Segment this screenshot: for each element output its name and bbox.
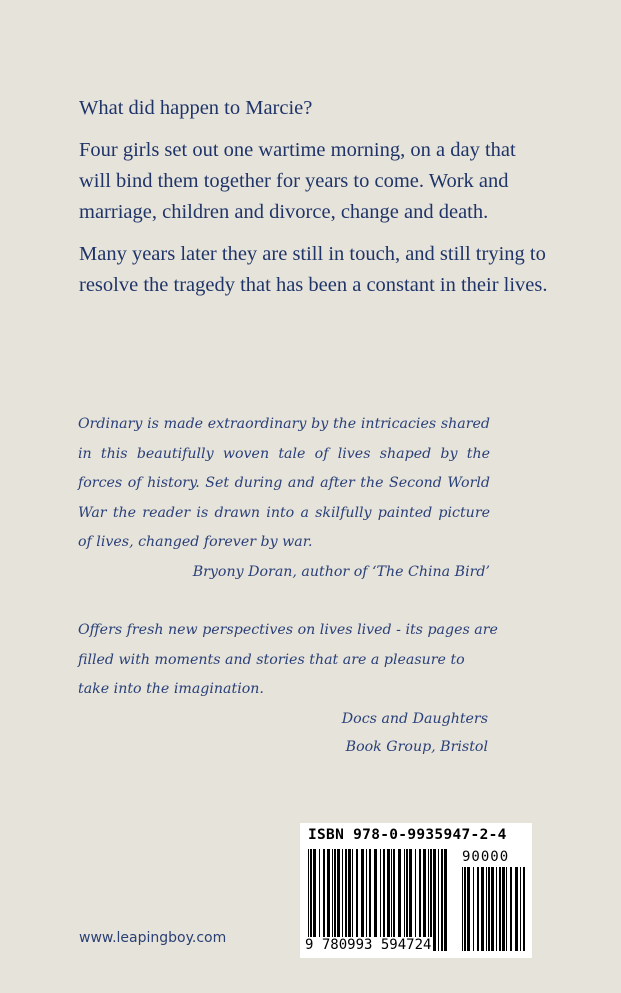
barcode-bar (428, 849, 429, 951)
barcode-bar (361, 849, 364, 951)
barcode-bar (337, 849, 340, 951)
barcode-bar (473, 867, 474, 951)
blurb-paragraph-2: Many years later they are still in touch, and still trying to resolve the tragedy that has been a constant in their lives. (79, 243, 548, 296)
barcode-bar (415, 849, 416, 951)
review-attribution (78, 705, 488, 761)
barcode-bar (433, 849, 436, 951)
barcode-bar (419, 849, 421, 951)
barcode-bar (496, 867, 497, 951)
barcode-bar (356, 849, 358, 951)
review-attribution-line-2: Book Group, Bristol (345, 738, 488, 755)
barcode-bar (310, 849, 312, 951)
barcode-bar (520, 867, 521, 951)
barcode-bar (387, 849, 390, 951)
isbn-label: ISBN 978-0-9935947-2-4 (308, 827, 507, 843)
barcode-bar (499, 867, 501, 951)
barcode-bar (369, 849, 371, 951)
review-quote: Ordinary is made extraordinary by the intricacies shared in this beautifully woven tale of lives shaped by the forces of history. Set during and after the Second World War the reader is drawn into a skilfully painted picture of lives, changed forever by war. (78, 416, 490, 550)
barcode-bar (477, 867, 479, 951)
barcode-bar (380, 849, 381, 951)
barcode-bar (323, 849, 325, 951)
barcode-bar (481, 867, 484, 951)
addon-digits: 90000 (462, 849, 510, 865)
barcode-bar (502, 867, 505, 951)
barcode-bar (383, 849, 385, 951)
barcode-bar (366, 849, 367, 951)
barcode-bar (345, 849, 347, 951)
barcode-bar (391, 849, 392, 951)
review-attribution-line-1: Docs and Daughters (341, 710, 488, 727)
barcode-bar (486, 867, 487, 951)
ean-digits: 9 780993 594724 (305, 937, 432, 953)
barcode-bar (332, 849, 333, 951)
barcode-bar (444, 849, 447, 951)
barcode-bar (506, 867, 507, 951)
barcode-bar (467, 867, 470, 951)
blurb-paragraph-1: Four girls set out one wartime morning, on a day that will bind them together for years to come. Work and marriage, children and divorce, change and death. (79, 139, 516, 223)
barcode-bar (404, 849, 405, 951)
barcode-bar (374, 849, 377, 951)
barcode-bar (515, 867, 518, 951)
barcode-bar (462, 867, 463, 951)
barcode-bar (313, 849, 316, 951)
barcode-bar (342, 849, 343, 951)
barcode-bar (488, 867, 490, 951)
barcode-bar (430, 849, 432, 951)
barcode-bar (406, 849, 408, 951)
barcode-bar (423, 849, 426, 951)
review-quote: Offers fresh new perspectives on lives lived - its pages are filled with moments and stories that are a pleasure to take into the imagination. (78, 622, 498, 697)
isbn-barcode (300, 823, 532, 958)
barcode-bar (327, 849, 330, 951)
barcode-bar (464, 867, 466, 951)
review-attribution: Bryony Doran, author of ‘The China Bird’ (192, 563, 490, 580)
blurb-question: What did happen to Marcie? (79, 97, 313, 119)
barcode-bar (491, 867, 494, 951)
barcode-bar (398, 849, 401, 951)
blurb (79, 93, 549, 312)
barcode-bar (523, 867, 525, 951)
review-book-group (78, 616, 498, 761)
barcode-bar (352, 849, 353, 951)
barcode-bar (438, 849, 439, 951)
barcode-bar (510, 867, 512, 951)
barcode-bar (393, 849, 395, 951)
barcode-bar (441, 849, 443, 951)
review-bryony-doran (78, 410, 490, 587)
barcode-bar (308, 849, 309, 951)
barcode-bar (409, 849, 412, 951)
barcode-bar (334, 849, 336, 951)
barcode-bar (319, 849, 320, 951)
publisher-website[interactable]: www.leapingboy.com (79, 930, 227, 946)
barcode-bar (348, 849, 351, 951)
